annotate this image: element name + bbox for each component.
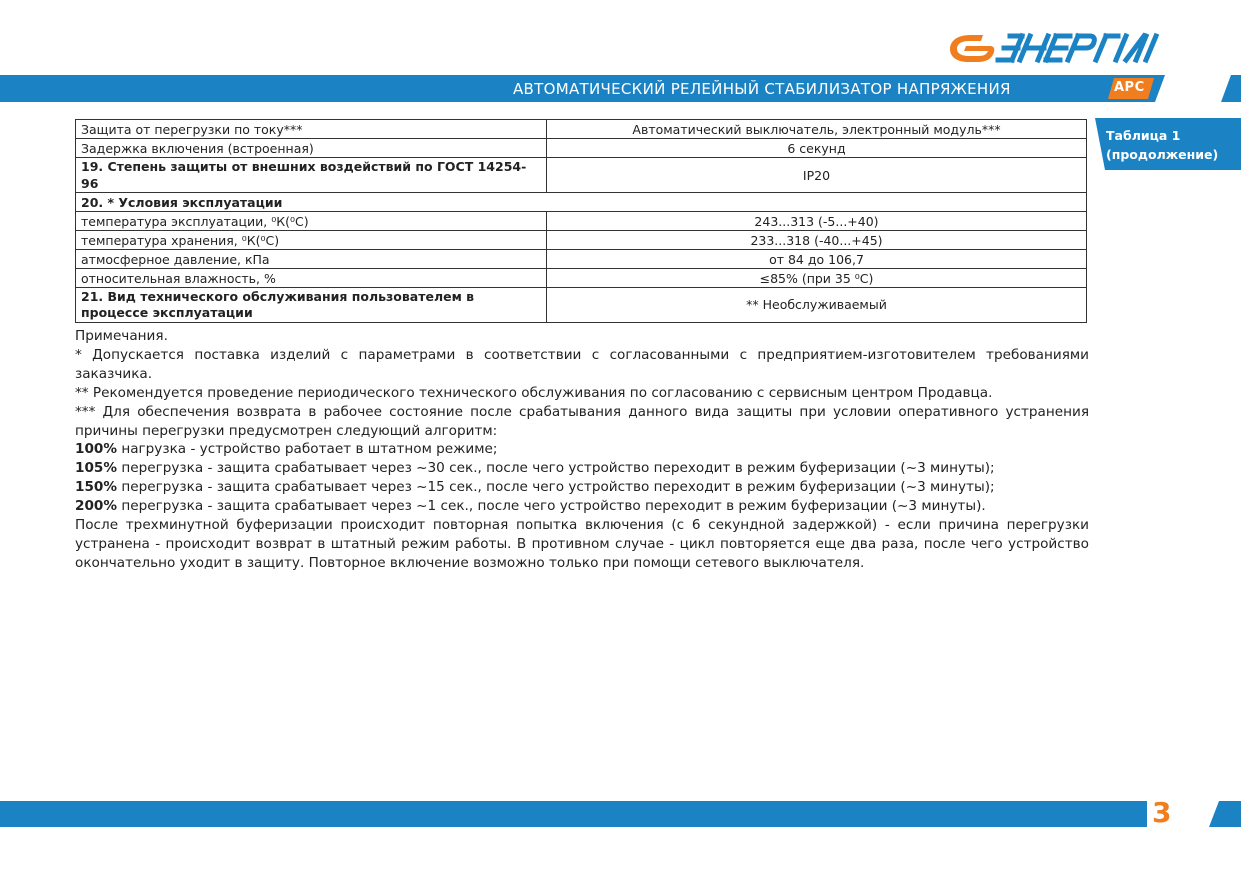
param-label: относительная влажность, % <box>76 269 547 288</box>
table-row <box>76 269 1087 288</box>
table-row <box>76 231 1087 250</box>
param-label: Защита от перегрузки по току*** <box>76 120 547 139</box>
param-label: температура хранения, ⁰К(⁰С) <box>76 231 547 250</box>
param-value: Автоматический выключатель, электронный модуль*** <box>547 120 1087 139</box>
table-section-row <box>76 193 1087 212</box>
load-level: 200% <box>75 498 117 515</box>
step-text: перегрузка - защита срабатывает через ~15 сек., после чего устройство переходит в режим буферизации (~3 минуты); <box>117 479 995 496</box>
param-value: ≤85% (при 35 ⁰С) <box>547 269 1087 288</box>
notes-heading: Примечания. <box>75 328 168 344</box>
param-label: Задержка включения (встроенная) <box>76 139 547 158</box>
footer-band <box>0 801 1147 827</box>
step-text: перегрузка - защита срабатывает через ~1 сек., после чего устройство переходит в режим буферизации (~3 минуты). <box>117 498 986 515</box>
load-level: 105% <box>75 460 117 477</box>
page-number: 3 <box>1152 796 1172 829</box>
note-1: * Допускается поставка изделий с параметрами в соответствии с согласованными с предприятием-изготовителем требованиями заказчика. <box>75 346 1089 382</box>
spec-table <box>75 119 1087 323</box>
table-row <box>76 212 1087 231</box>
algorithm-step <box>75 497 1089 516</box>
step-text: перегрузка - защита срабатывает через ~30 сек., после чего устройство переходит в режим буферизации (~3 минуты); <box>117 460 995 477</box>
notes-section <box>75 327 1089 573</box>
model-badge: АРС <box>1114 80 1145 95</box>
table-row <box>76 158 1087 193</box>
algorithm-step <box>75 459 1089 478</box>
param-value: 6 секунд <box>547 139 1087 158</box>
table-row <box>76 250 1087 269</box>
param-label: 21. Вид технического обслуживания пользователем в процессе эксплуатации <box>76 288 547 323</box>
param-value: от 84 до 106,7 <box>547 250 1087 269</box>
table-row <box>76 120 1087 139</box>
param-value: 243...313 (-5...+40) <box>547 212 1087 231</box>
step-text: нагрузка - устройство работает в штатном режиме; <box>117 441 498 458</box>
table-row <box>76 288 1087 323</box>
note-3: *** Для обеспечения возврата в рабочее состояние после срабатывания данного вида защиты при условии оперативного устранения причины перегрузки предусмотрен следующий алгоритм: <box>75 403 1089 439</box>
param-label: температура эксплуатации, ⁰К(⁰С) <box>76 212 547 231</box>
param-value: IP20 <box>547 158 1087 193</box>
table-row <box>76 139 1087 158</box>
algorithm-step <box>75 478 1089 497</box>
table-caption <box>1106 126 1218 164</box>
param-value: 233...318 (-40...+45) <box>547 231 1087 250</box>
document-title: АВТОМАТИЧЕСКИЙ РЕЛЕЙНЫЙ СТАБИЛИЗАТОР НАПРЯЖЕНИЯ <box>513 80 1011 98</box>
table-caption-title: Таблица 1 <box>1106 128 1181 143</box>
table-caption-continued: (продолжение) <box>1106 147 1219 162</box>
notes-closing: После трехминутной буферизации происходит повторная попытка включения (с 6 секундной задержкой) - если причина перегрузки устранена - происходит возврат в штатный режим работы. В противном случае - цикл повторяется еще два раза, после чего устройство окончательно уходит в защиту. Повторное включение возможно только при помощи сетевого выключателя. <box>75 517 1089 571</box>
param-value: ** Необслуживаемый <box>547 288 1087 323</box>
note-2: ** Рекомендуется проведение периодического технического обслуживания по согласованию с сервисным центром Продавца. <box>75 384 993 401</box>
load-level: 100% <box>75 441 117 458</box>
section-heading: 20. * Условия эксплуатации <box>76 193 1087 212</box>
brand-logo-mark <box>948 28 1160 68</box>
brand-logo <box>948 28 1160 68</box>
param-label: атмосферное давление, кПа <box>76 250 547 269</box>
load-level: 150% <box>75 479 117 496</box>
algorithm-step <box>75 440 1089 459</box>
param-label: 19. Степень защиты от внешних воздействий по ГОСТ 14254-96 <box>76 158 547 193</box>
